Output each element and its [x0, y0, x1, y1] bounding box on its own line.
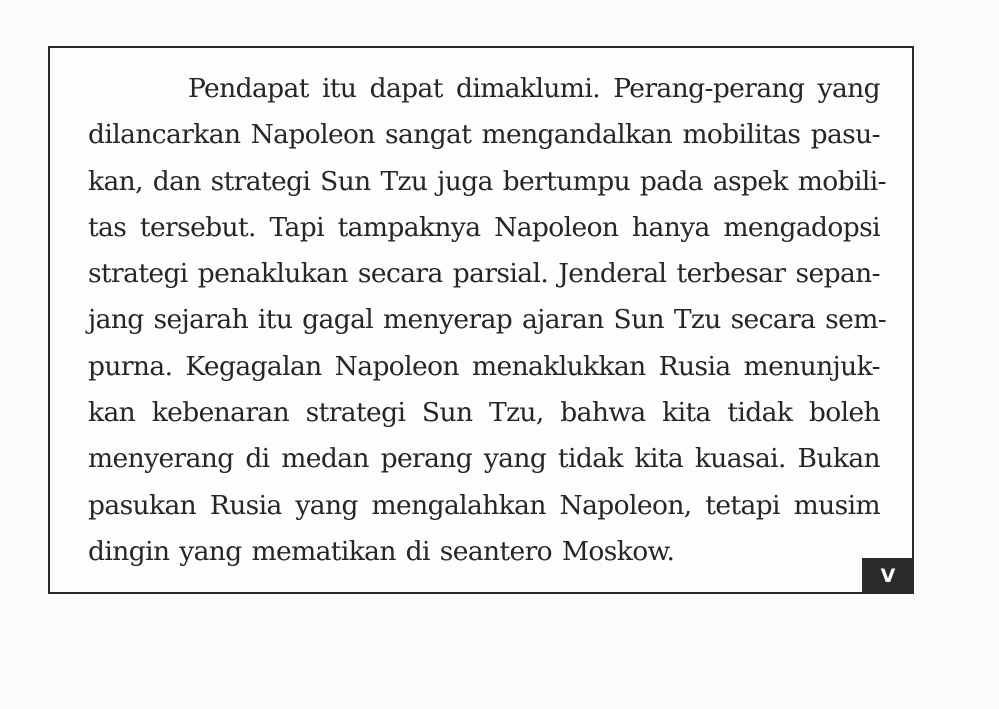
body-paragraph — [88, 66, 887, 575]
paragraph-line: dingin yang mematikan di seantero Moskow. — [88, 535, 675, 567]
paragraph-line: tas tersebut. Tapi tampaknya Napoleon hanya mengadopsi — [88, 211, 880, 243]
text-box — [48, 46, 914, 594]
paragraph-line: dilancarkan Napoleon sangat mengandalkan mobilitas pasu- — [88, 119, 880, 151]
paragraph-line: strategi penaklukan secara parsial. Jenderal terbesar sepan- — [88, 258, 880, 290]
paragraph-line: pasukan Rusia yang mengalahkan Napoleon, tetapi musim — [88, 489, 880, 521]
paragraph-line: Pendapat itu dapat dimaklumi. Perang-perang yang — [188, 73, 880, 104]
paragraph-line: menyerang di medan perang yang tidak kita kuasai. Bukan — [88, 443, 880, 475]
paragraph-line: kan kebenaran strategi Sun Tzu, bahwa kita tidak boleh — [88, 397, 880, 429]
paragraph-line: purna. Kegagalan Napoleon menaklukkan Rusia menunjuk- — [88, 350, 880, 382]
paragraph-line: kan, dan strategi Sun Tzu juga bertumpu pada aspek mobili- — [88, 165, 886, 197]
paragraph-line: jang sejarah itu gagal menyerap ajaran Sun Tzu secara sem- — [88, 304, 887, 336]
page-number-badge: V — [862, 558, 914, 594]
